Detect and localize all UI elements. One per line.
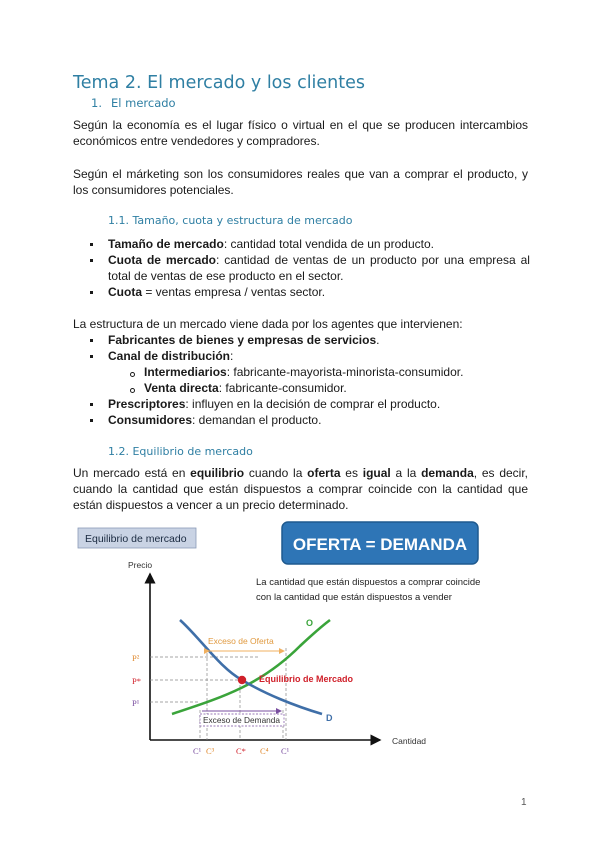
definition: = ventas empresa / ventas sector.: [142, 285, 326, 299]
term: Cuota: [108, 285, 142, 299]
excess-demand-label: Exceso de Demanda: [203, 715, 281, 725]
section-heading-1: [91, 96, 176, 110]
bullet-icon: [90, 403, 93, 406]
bullet-icon: [90, 243, 93, 246]
qty-label: C¹: [281, 746, 290, 756]
price-label-pstar: P*: [132, 676, 141, 686]
page-title: Tema 2. El mercado y los clientes: [73, 73, 366, 93]
text-run: es: [340, 466, 363, 480]
section-title: El mercado: [111, 96, 176, 110]
definition: : cantidad total vendida de un producto.: [223, 237, 434, 251]
bullet-icon: [90, 291, 93, 294]
term: Canal de distribución: [108, 349, 231, 363]
demand-curve: [180, 620, 322, 714]
list-item: [90, 396, 530, 412]
definition: : influyen en la decisión de comprar el producto.: [185, 397, 441, 411]
term: Intermediarios: [144, 365, 227, 379]
bullet-icon: [90, 419, 93, 422]
subsection-heading-1-2: 1.2. Equilibrio de mercado: [108, 445, 253, 458]
bullet-icon: [90, 339, 93, 342]
list-item: [90, 284, 530, 300]
term: Consumidores: [108, 413, 193, 427]
demand-label: D: [326, 713, 333, 723]
price-label-p1: P¹: [132, 698, 140, 708]
equilibrium-label: Equilibrio de Mercado: [259, 674, 354, 684]
term: Prescriptores: [108, 397, 186, 411]
list-item: [108, 380, 530, 396]
list-item: [108, 364, 530, 380]
bold-run: oferta: [307, 466, 341, 480]
term: Cuota de mercado: [108, 253, 216, 267]
qty-label: C*: [236, 746, 246, 756]
market-definitions-list: [90, 236, 530, 300]
definition: : cantidad de ventas de un producto por una empresa al total de ventas de ese producto en el sector.: [108, 253, 530, 283]
bold-run: igual: [362, 466, 391, 480]
term: Tamaño de mercado: [108, 237, 224, 251]
equilibrium-point: [238, 676, 246, 684]
supply-label: O: [306, 618, 314, 628]
distribution-channel-sublist: [108, 364, 530, 396]
list-item: [90, 348, 530, 396]
definition: : demandan el producto.: [192, 413, 322, 427]
excess-supply-label: Exceso de Oferta: [208, 636, 274, 646]
x-axis-label: Cantidad: [392, 736, 427, 746]
bullet-icon: [90, 259, 93, 262]
y-axis-label: Precio: [128, 560, 153, 570]
qty-label: C⁴: [260, 746, 269, 756]
equilibrium-figure: [60, 518, 480, 758]
definition: .: [376, 333, 380, 347]
paragraph-economy: Según la economía es el lugar físico o virtual en el que se producen intercambios económicos entre vendedores y compradores.: [73, 118, 528, 148]
definition: :: [230, 349, 234, 363]
text-run: , es decir, cuando la cantidad que están dispuestos a comprar coincide con la cantidad que están dispuestos a vencer a un precio determinado.: [73, 466, 528, 512]
list-item: [90, 252, 530, 284]
banner-text: OFERTA = DEMANDA: [292, 535, 468, 554]
subsection-heading-1-1: 1.1. Tamaño, cuota y estructura de mercado: [108, 214, 353, 227]
page-number: 1: [521, 797, 527, 808]
bullet-icon: [90, 355, 93, 358]
bullet-circle-icon: [130, 388, 135, 393]
note-line-1: La cantidad que están dispuestos a comprar coincide: [256, 577, 480, 588]
list-item: [90, 236, 530, 252]
paragraph-structure: La estructura de un mercado viene dada por los agentes que intervienen:: [73, 317, 463, 331]
paragraph-marketing: Según el márketing son los consumidores reales que van a comprar el producto, y los consumidores potenciales.: [73, 167, 528, 197]
list-item: [90, 412, 530, 428]
list-item: [90, 332, 530, 348]
figure-label: Equilibrio de mercado: [85, 533, 187, 545]
term: Venta directa: [144, 381, 219, 395]
text-run: a la: [390, 466, 422, 480]
price-label-p2: P²: [132, 653, 140, 663]
bold-run: equilibrio: [190, 466, 245, 480]
bullet-circle-icon: [130, 372, 135, 377]
definition: : fabricante-consumidor.: [218, 381, 347, 395]
market-agents-list: [90, 332, 530, 428]
paragraph-equilibrium: [73, 465, 528, 513]
qty-label: C³: [206, 746, 215, 756]
definition: : fabricante-mayorista-minorista-consumidor.: [226, 365, 464, 379]
text-run: Un mercado está en: [73, 466, 191, 480]
section-number: 1.: [91, 96, 102, 110]
supply-curve: [172, 620, 330, 714]
text-run: cuando la: [244, 466, 308, 480]
qty-label: C¹: [193, 746, 202, 756]
term: Fabricantes de bienes y empresas de servicios: [108, 333, 377, 347]
bold-run: demanda: [421, 466, 474, 480]
note-line-2: con la cantidad que están dispuestos a vender: [256, 592, 452, 603]
